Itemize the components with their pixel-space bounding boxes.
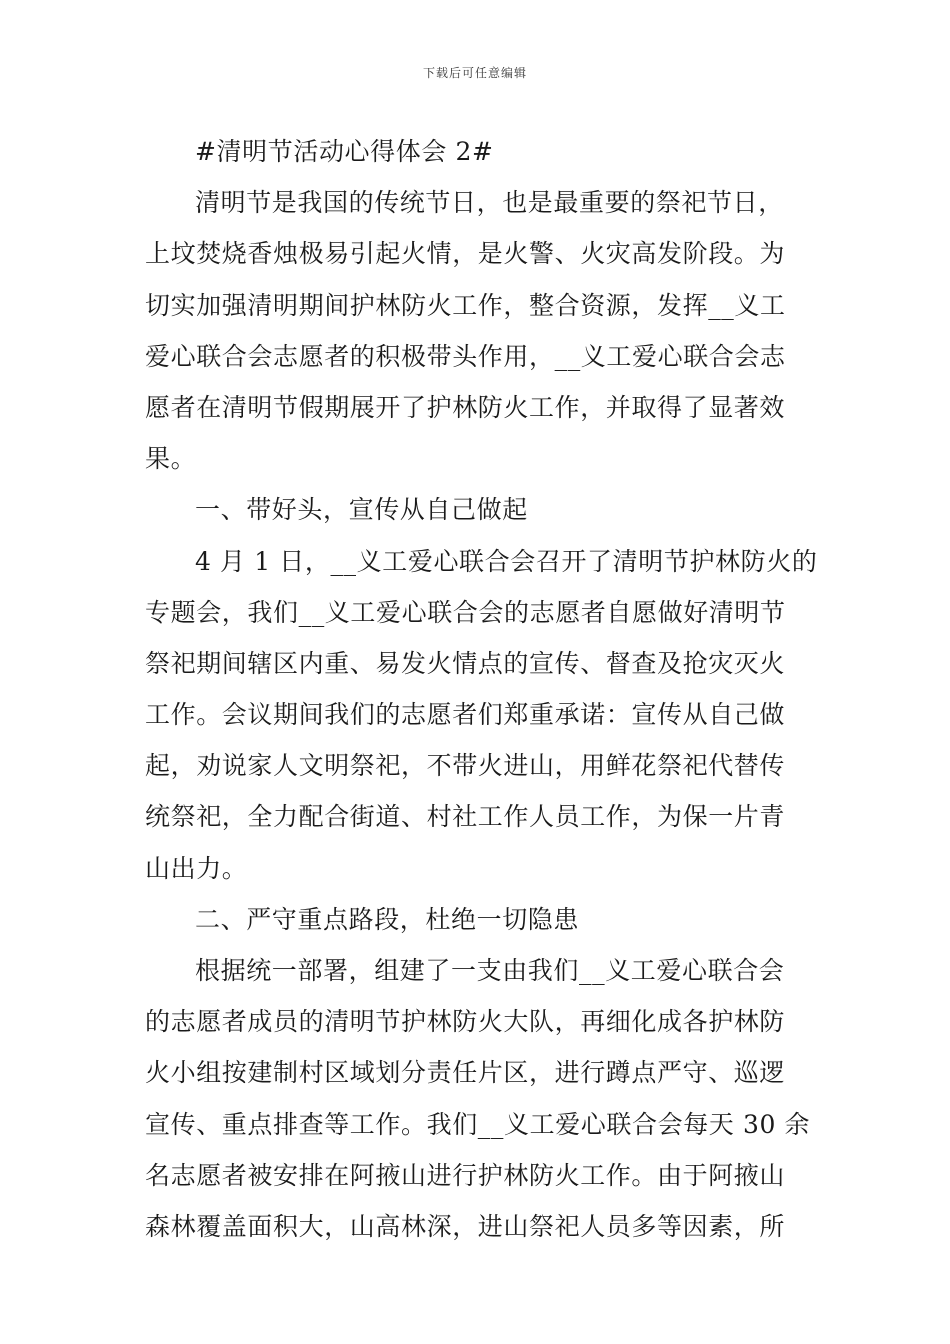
paragraph-line: 起，劝说家人文明祭祀，不带火进山，用鲜花祭祀代替传 (145, 751, 786, 781)
paragraph-line: 果。 (145, 444, 197, 474)
document-body (145, 126, 818, 1252)
paragraph-line: 根据统一部署，组建了一支由我们__义工爱心联合会 (195, 956, 785, 985)
paragraph-line: 切实加强清明期间护林防火工作，整合资源，发挥__义工 (145, 290, 786, 320)
paragraph-line: 清明节是我国的传统节日，也是最重要的祭祀节日， (195, 188, 784, 218)
paragraph-line: 森林覆盖面积大，山高林深，进山祭祀人员多等因素，所 (145, 1211, 786, 1241)
section-heading: 一、带好头，宣传从自己做起 (195, 495, 528, 525)
paragraph-line: 专题会，我们__义工爱心联合会的志愿者自愿做好清明节 (145, 597, 786, 627)
section-heading: 二、严守重点路段，杜绝一切隐患 (195, 904, 580, 934)
document-title: #清明节活动心得体会 2# (195, 137, 494, 166)
header-note: 下载后可任意编辑 (422, 66, 527, 80)
paragraph-line: 统祭祀，全力配合街道、村社工作人员工作，为保一片青 (145, 802, 786, 832)
paragraph-line: 火小组按建制村区域划分责任片区，进行蹲点严守、巡逻 (145, 1058, 786, 1088)
paragraph-line: 宣传、重点排查等工作。我们__义工爱心联合会每天 30 余 (145, 1109, 811, 1139)
paragraph-line: 工作。会议期间我们的志愿者们郑重承诺：宣传从自己做 (145, 700, 786, 730)
paragraph-line: 4 月 1 日，__义工爱心联合会召开了清明节护林防火的 (195, 546, 818, 576)
paragraph-line: 名志愿者被安排在阿掖山进行护林防火工作。由于阿掖山 (145, 1160, 786, 1190)
paragraph-line: 的志愿者成员的清明节护林防火大队，再细化成各护林防 (145, 1007, 786, 1037)
paragraph-line: 祭祀期间辖区内重、易发火情点的宣传、督查及抢灾灭火 (145, 648, 786, 678)
paragraph-line: 爱心联合会志愿者的积极带头作用，__义工爱心联合会志 (145, 341, 786, 371)
paragraph-line: 山出力。 (145, 853, 248, 883)
paragraph-line: 愿者在清明节假期展开了护林防火工作，并取得了显著效 (145, 392, 786, 422)
paragraph-line: 上坟焚烧香烛极易引起火情，是火警、火灾高发阶段。为 (145, 239, 786, 269)
